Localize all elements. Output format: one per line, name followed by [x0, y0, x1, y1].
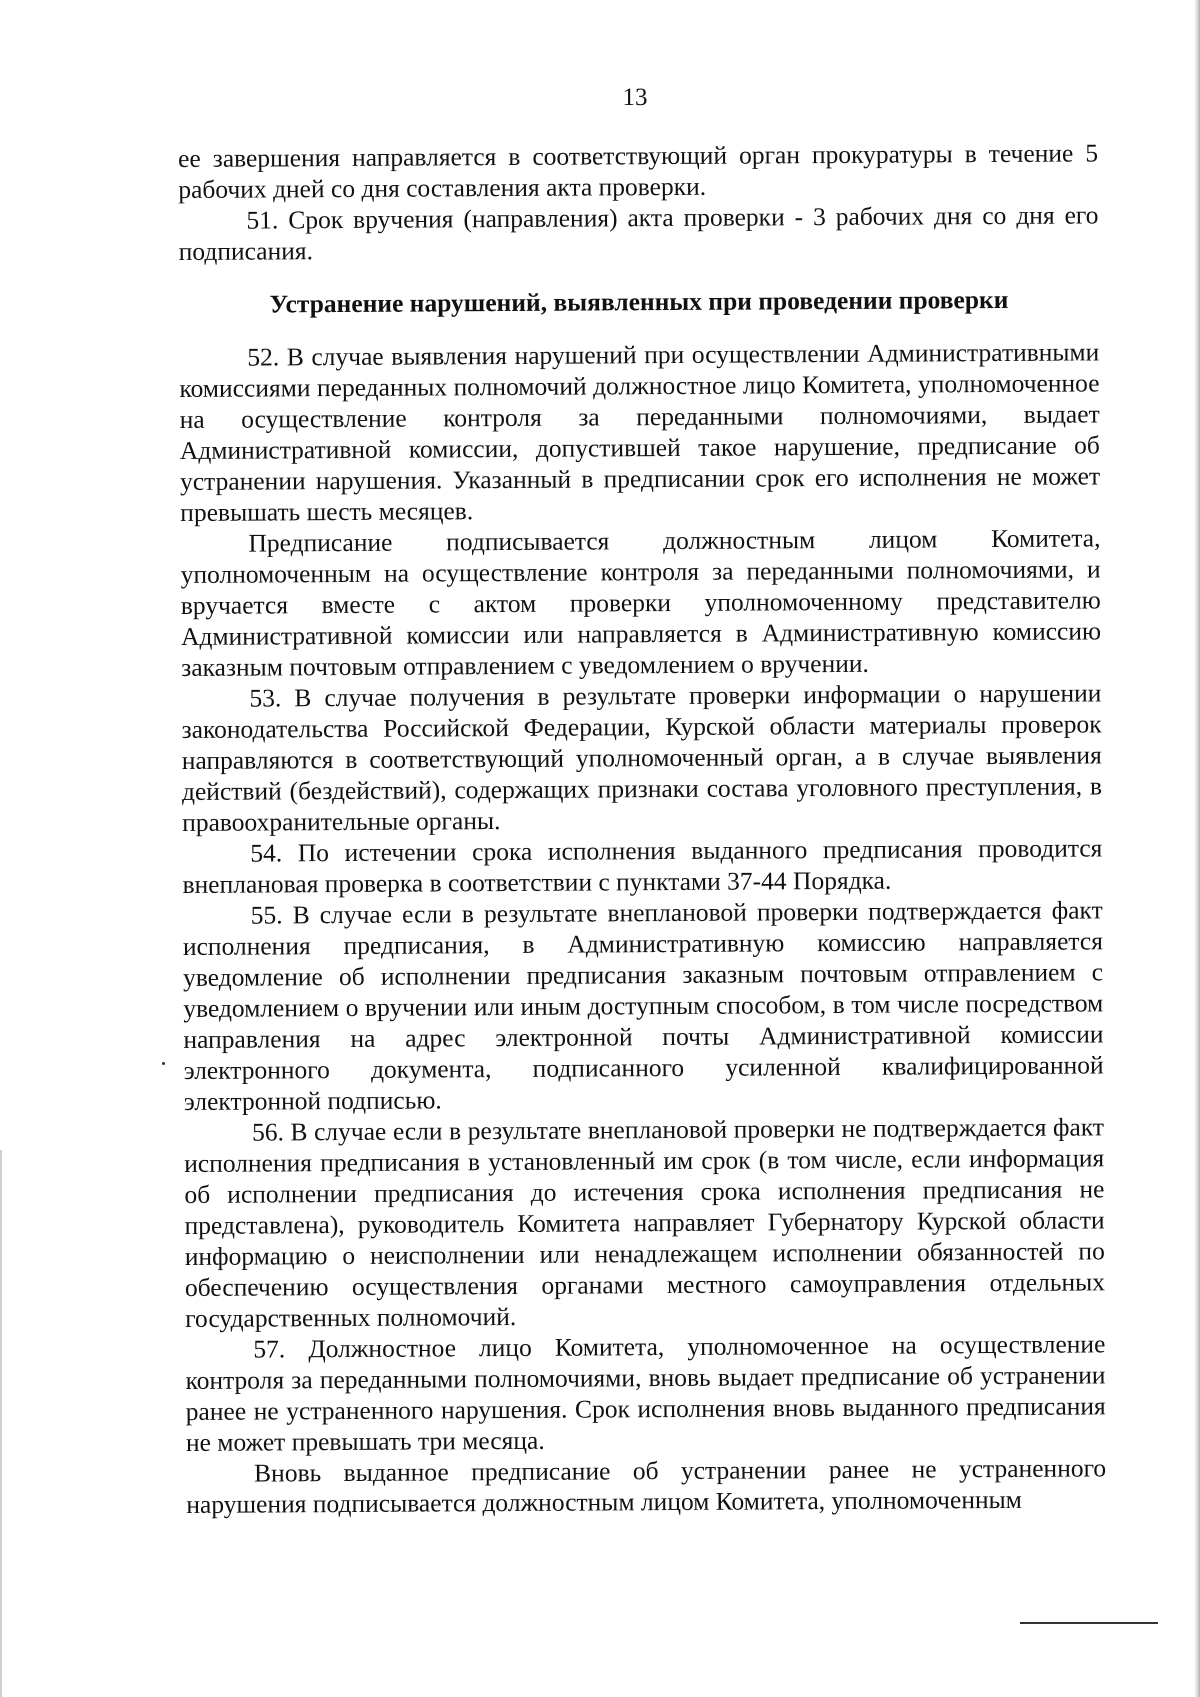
page-number: 13	[622, 84, 648, 111]
page-edge-shadow	[1194, 0, 1200, 1697]
footer-rule	[1020, 1622, 1158, 1624]
page-edge-shadow-left	[0, 1150, 2, 1697]
section-heading: Устранение нарушений, выявленных при проведении проверки	[269, 284, 1009, 319]
paragraph-52-prescription: Предписание подписывается должностным лицом Комитета, уполномоченным на осуществление контроля за переданными полномочиями, и вручается вместе с актом проверки уполномоченному представителю Административной комиссии или направляется в Административную комиссию заказным почтовым отправлением с уведомлением о вручении.	[180, 523, 1102, 682]
paragraph-continuation: ее завершения направляется в соответствующий орган прокуратуры в течение 5 рабочих дней со дня составления акта проверки.	[178, 138, 1099, 204]
paragraph-52: 52. В случае выявления нарушений при осуществлении Административными комиссиями переданных полномочий должностное лицо Комитета, уполномоченное на осуществление контроля за переданными полномочиями, выдает Административной комиссии, допустившей такое нарушение, предписание об устранении нарушения. Указанный в предписании срок его исполнения не может превышать шесть месяцев.	[179, 337, 1101, 527]
document-body	[178, 137, 1106, 1520]
paragraph-51: 51. Срок вручения (направления) акта проверки - 3 рабочих дня со дня его подписания.	[178, 200, 1099, 266]
paragraph-54: 54. По истечении срока исполнения выданного предписания проводится внеплановая проверка в соответствии с пунктами 37-44 Порядка.	[182, 833, 1103, 899]
paragraph-57: 57. Должностное лицо Комитета, уполномоченное на осуществление контроля за переданными полномочиями, вновь выдает предписание об устранении ранее не устраненного нарушения. Срок исполнения вновь выданного предписания не может превышать три месяца.	[185, 1329, 1106, 1457]
paragraph-55: 55. В случае если в результате внеплановой проверки подтверждается факт исполнения предписания, в Административную комиссию направляется уведомление об исполнении предписания заказным почтовым отправлением с уведомлением о вручении или иным доступным способом, в том числе посредством направления на адрес электронной почты Административной комиссии электронного документа, подписанного усиленной квалифицированной электронной подписью.	[182, 895, 1104, 1116]
paragraph-53: 53. В случае получения в результате проверки информации о нарушении законодательства Российской Федерации, Курской области материалы проверок направляются в соответствующий уполномоченный орган, а в случае выявления действий (бездействий), содержащих признаки состава уголовного преступления, в правоохранительные органы.	[181, 678, 1103, 837]
paragraph-56: 56. В случае если в результате внеплановой проверки не подтверждается факт исполнения предписания в установленный им срок (в том числе, если информация об исполнении предписания до истечения срока исполнения предписания не представлена), руководитель Комитета направляет Губернатору Курской области информацию о неисполнении или ненадлежащем исполнении обязанностей по обеспечению осуществления органами местного самоуправления отдельных государственных полномочий.	[184, 1112, 1106, 1333]
scan-speck	[162, 1062, 165, 1065]
paragraph-57-continued: Вновь выданное предписание об устранении ранее не устраненного нарушения подписывается должностным лицом Комитета, уполномоченным	[186, 1453, 1107, 1519]
